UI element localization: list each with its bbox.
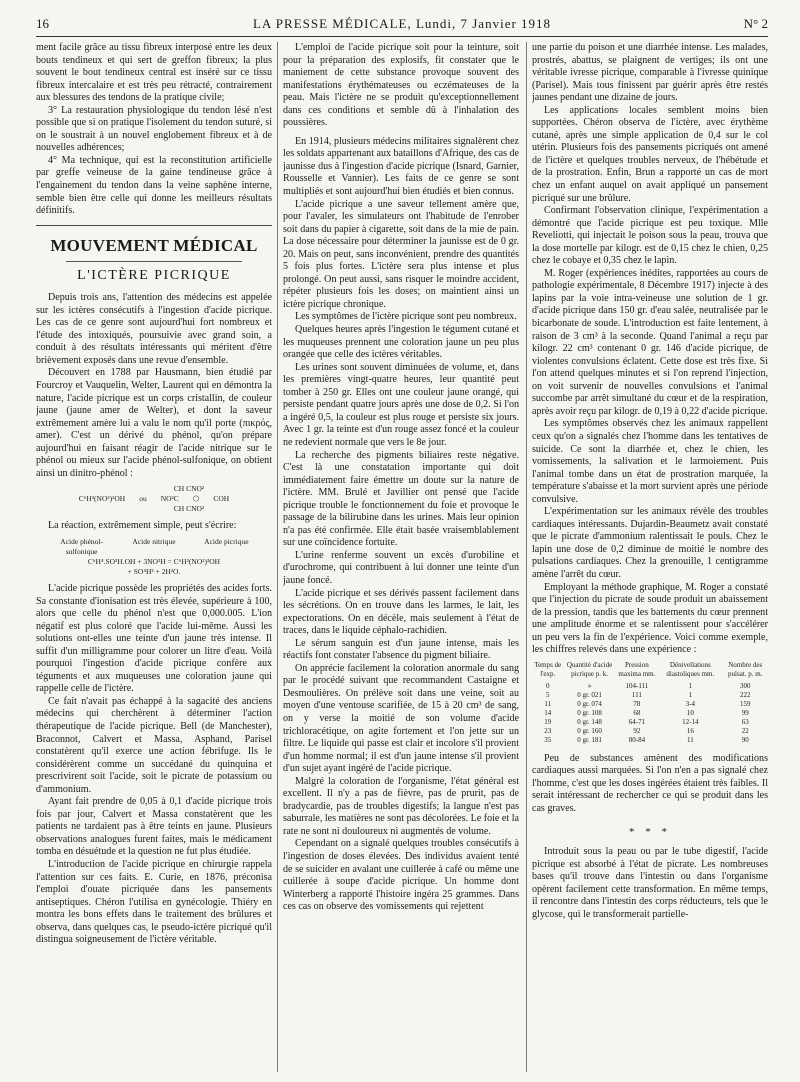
chemical-reaction (36, 537, 272, 577)
column-2 (283, 42, 519, 1076)
paragraph: Introduit sous la peau ou par le tube digestif, l'acide picrique est absorbé à l'état de picrate. Les nombreuses bases qu'il trouve dans l'intestin ou dans l'organisme opèrent facilement cette transformation. En même temps, il rencontre dans l'intestin des corps réducteurs, tels que le glycose, qui le transformerait partielle- (532, 846, 768, 920)
table-cell: 92 (633, 726, 641, 735)
reactant-label: Acide phénol-sulfonique (60, 536, 103, 556)
paragraph: L'urine renferme souvent un excès d'urobiline et d'urochrome, qui contribuent à lui donner une teinte d'un jaune foncé. (283, 549, 519, 586)
table-cell: 68 (633, 708, 641, 717)
column-divider (277, 42, 278, 1072)
paragraph: Malgré la coloration de l'organisme, l'état général est excellent. Il n'y a pas de fièvre, pas de prurit, pas de bradycardie, pas de troubles digestifs; la langue n'est pas saburrale, les matières ne sont pas décolorées. Le foie et la rate ne sont ni douloureux ni augmentés de volume. (283, 775, 519, 837)
paragraph: Découvert en 1788 par Hausmann, bien étudié par Fourcroy et Vauquelin, Welter, Laurent qui en démontra la nature, l'acide picrique est un corps cristallin, de couleur jaune (jaune amer de Welter), et dont la saveur extrêmement amère lui a valu le nom qu'il porte (πικρός, amer). C'est un dérivé du phénol, qu'on prépare aujourd'hui en faisant réagir de l'acide nitrique sur le phénol ou mieux sur l'acide phénol-sulfonique, on obtient ainsi un dinitro-phénol : (36, 367, 272, 479)
table-cell: 1 (688, 681, 693, 690)
heading-rule (66, 261, 242, 262)
paragraph: L'expérimentation sur les animaux révèle des troubles cardiaques intéressants. Dujardin-Beaumetz avait constaté que le picrate d'ammonium ralentissait le pouls. Chez le lapin une dose de 0,2 diminue de moitié le nombre des pulsations cardiaques. Chez la grenouille, 1 centigramme amène l'arrêt du cœur. (532, 506, 768, 580)
section-heading: MOUVEMENT MÉDICAL (50, 235, 258, 255)
table-header-row (532, 661, 768, 682)
table-cell: 23 (544, 726, 552, 735)
section-divider (36, 225, 272, 226)
product-label: Acide picrique (204, 536, 249, 546)
table-cell: 80-84 (628, 735, 646, 744)
page-header (36, 16, 768, 36)
section-break-asterisms: * * * (629, 825, 671, 838)
paragraph: Employant la méthode graphique, M. Roger a constaté que l'injection du picrate de soude produit un abaissement de la pression, tandis que les battements du cœur prennent une amplitude énorme et se ralentissent pour s'accélérer un peu vers la fin de l'expérience. Voici comme exemple, les chiffres relevés dans une expérience : (532, 581, 768, 656)
column-header: Dénivellations diastoliques mm. (666, 660, 715, 678)
table-cell: 300 (740, 681, 751, 690)
paragraph: Les symptômes observés chez les animaux rappellent ceux qu'on a signalés chez l'homme dans les tentatives de suicide. Ce sont la diarrhée et, chez le chien, les vomissements, la salivation et le larmoiement. Puis l'animal tombe dans un état de prostration marquée, la température s'abaisse et la mort survient après une période convulsive. (532, 418, 768, 505)
column-3 (532, 42, 768, 1076)
table-cell: 0 gr. 074 (577, 699, 602, 708)
paragraph: Confirmant l'observation clinique, l'expérimentation a démontré que l'acide picrique est peu toxique. Mlle Reveliotti, qui injectait le poison sous la peau, trouva que la dose mortelle par kilogr. est de 0,15 chez le chien, 0,25 chez le cobaye et 0,35 chez le lapin. (532, 205, 768, 267)
paragraph: La recherche des pigments biliaires reste négative. C'est là une constatation importante qui doit immédiatement faire émettre un doute sur la nature de l'ictère. MM. Brulé et Javillier ont pensé que l'acide picrique trouble le fonctionnement du foie et provoque le passage de la bilirubine dans les urines. Mais leur opinion n'a pas été confirmée. Elle était basée vraisemblablement sur une coïncidence fortuite. (283, 449, 519, 549)
table-row (532, 691, 768, 700)
column-header: Pression maxima mm. (618, 660, 656, 678)
column-header: Temps de l'exp. (534, 660, 562, 678)
table-cell: 0 gr. 181 (577, 735, 602, 744)
table-cell: 111 (631, 690, 642, 699)
chemical-formula-dinitrophenol (36, 484, 272, 514)
table-cell: 3-4 (685, 699, 696, 708)
table-cell: 78 (633, 699, 641, 708)
table-cell: 14 (544, 708, 552, 717)
column-header: Nombre des pulsat. p. m. (728, 660, 763, 678)
table-cell: » (587, 681, 592, 690)
benzene-ring-icon: ⬡ (192, 494, 200, 504)
table-row (532, 700, 768, 709)
column-header: Quantité d'acide picrique p. k. (566, 660, 613, 678)
paragraph: Les urines sont souvent diminuées de volume, et, dans les premières vingt-quatre heures, leur quantité peut tomber à 250 gr. Elles ont une couleur jaune orangé, qui persiste pendant quatre jours après une dose de 0,2. Si l'on a ingéré 0,5, la couleur est plus rouge et persiste six jours. Avec 1 gr. la teinte est d'un rouge assez foncé et la couleur ne redevient normale que vers le 8e jour. (283, 361, 519, 448)
formula-left: C⁶H³(NO²)²OH (78, 494, 126, 504)
table-cell: 64-71 (628, 717, 646, 726)
paragraph: Ce fait n'avait pas échappé à la sagacité des anciens médecins qui cherchèrent à déterminer l'action thérapeutique de l'acide picrique. Bell (de Manchester), Braconnot, Calvert et Massa, Asphand, Parisel constatèrent qu'il exerce une action fébrifuge. Ils le considérèrent comme un succédané du quinquina et prescrivirent soit l'acide, soit le picrate de potassium ou d'ammonium. (36, 695, 272, 795)
table-cell: 11 (544, 699, 552, 708)
paragraph: Quelques heures après l'ingestion le tégument cutané et les muqueuses prennent une coloration jaune un peu plus orangée que celle des ictères véritables. (283, 324, 519, 361)
experiment-table (532, 661, 768, 745)
paragraph: Cependant on a signalé quelques troubles consécutifs à l'ingestion de doses élevées. Des individus avaient tenté de se suicider en avalant une cuillerée à café ou même une cuillerée à soupe d'acide picrique. Un homme dont Winterberg a rapporté l'histoire ingéra 25 grammes. Dans ces cas on observe des vomissements qui rejettent (283, 838, 519, 913)
reactant-label: Acide nitrique (132, 536, 176, 546)
table-cell: 5 (546, 690, 550, 699)
paragraph: Depuis trois ans, l'attention des médecins est appelée sur les ictères consécutifs à l'ingestion d'acide picrique. Les cas de ce genre sont aujourd'hui fort nombreux et l'étude des intoxiqués, poursuivie avec grand soin, a conduit à des résultats intéressants qui méritent d'être brièvement exposés dans une revue d'ensemble. (36, 292, 272, 366)
paragraph: ment facile grâce au tissu fibreux interposé entre les deux bouts tendineux et qui sert de greffon fibreux; la plus souvent le bout tendineux central est inséré sur ce tissu fibreux intercalaire et est très peu rétracté, contrairement aux blessures des tendons de la pratique civile; (36, 42, 272, 104)
journal-title: LA PRESSE MÉDICALE, Lundi, 7 Janvier 1918 (252, 16, 552, 31)
table-cell: 222 (740, 690, 751, 699)
table-cell: 11 (686, 735, 694, 744)
formula-bottom: CH CNO² (173, 504, 205, 514)
paragraph: Les symptômes de l'ictère picrique sont peu nombreux. (295, 311, 517, 323)
table-row (532, 736, 768, 745)
paragraph: Ayant fait prendre de 0,05 à 0,1 d'acide picrique trois fois par jour, Calvert et Massa constatèrent que les patients ne tardaient pas à être teints en jaune. Plusieurs observations analogues furent faites, mais le médicament tomba en désuétude et la question ne fut plus étudiée. (36, 796, 272, 858)
table-row (532, 727, 768, 736)
formula-top: CH CNO² (173, 484, 205, 494)
table-cell: 0 gr. 021 (577, 690, 602, 699)
paragraph: Le sérum sanguin est d'un jaune intense, mais les réactifs font constater l'absence du pigment biliaire. (283, 637, 519, 662)
reaction-line: C⁶H⁴.SO³H.OH + 3NO³H = C⁶H²(NO²)³OH (87, 556, 221, 566)
table-cell: 1 (688, 690, 693, 699)
paragraph: 3° La restauration physiologique du tendon lésé n'est possible que si on pratique l'isolement du tendon suturé, si on le soustrait à un nouvel englobement fibreux et à de nouvelles adhérences; (36, 104, 272, 154)
table-cell: 99 (741, 708, 749, 717)
table-cell: 0 gr. 148 (577, 717, 602, 726)
paragraph: une partie du poison et une diarrhée intense. Les malades, prostrés, abattus, se plaignent de vertiges; ils ont une véritable ivresse picrique, comparable à l'ivresse quinique (Parisel). Mais tous finissent par guérir après être restés jaunes pendant une dizaine de jours. (532, 42, 768, 104)
page-number: 16 (36, 16, 49, 31)
formula-mid-right: COH (213, 494, 230, 504)
table-cell: 104-111 (625, 681, 649, 690)
paragraph: L'acide picrique possède les propriétés des acides forts. Sa constante d'ionisation est très élevée, supérieure à 100, alors que celle du phénol n'est que 0,000.005. L'ion négatif est plus coloré que l'acide lui-même. Aussi les solutions ont-elles une teinte d'un jaune très intense. Il suffit d'un milligramme pour colorer un litre d'eau. Voilà pourquoi l'ingestion d'acide picrique confère aux téguments et aux muqueuses une coloration jaune qui rappelle celle de l'ictère. (36, 582, 272, 695)
table-cell: 63 (741, 717, 749, 726)
paragraph: L'acide picrique a une saveur tellement amère que, pour l'avaler, les simulateurs ont l'habitude de l'enrober soit dans du papier à cigarette, soit dans de la mie de pain. La dose nécessaire pour déterminer la jaunisse est de 0 gr. 20. Mais on peut, sans inconvénient, prendre des quantités 5 fois plus fortes. L'ictère sera plus intense et plus prolongé. On peut aussi, sans risquer le moindre accident, répéter plusieurs fois les doses; on maintient ainsi un ictère picrique chronique. (283, 198, 519, 310)
table-cell: 16 (686, 726, 694, 735)
table-cell: 159 (740, 699, 751, 708)
paragraph: Les applications locales semblent moins bien supportées. Chéron observa de l'ictère, avec érythème cutané, après une simple application de 0,4 sur le col utérin. Plusieurs fois des pansements picriqués ont amené de l'ictère et quelques troubles nerveux, de l'hébétude et de la prostration. Enfin, Brun a rapporté un cas de mort chez un enfant auquel on avait appliqué un pansement picriqué sur une brûlure. (532, 104, 768, 204)
reaction-line: + SO⁴H² + 2H²O. (127, 566, 181, 576)
paragraph: En 1914, plusieurs médecins militaires signalèrent chez les soldats appartenant aux bataillons d'Afrique, des cas de jaunisse dus à l'ingestion d'acide picrique (Isnard, Garnier, Rousselle et Vannier). Les faits de ce genre se sont multipliés et sont aujourd'hui bien étudiés et bien connus. (283, 135, 519, 198)
table-cell: 19 (544, 717, 552, 726)
table-cell: 0 gr. 108 (577, 708, 602, 717)
column-1 (36, 42, 272, 1076)
paragraph: L'acide picrique et ses dérivés passent facilement dans les sécrétions. On en trouve dans les larmes, le lait, les expectorations. On en décèle, mais seulement à l'état de traces, dans le liquide céphalo-rachidien. (283, 587, 519, 637)
table-cell: 0 (546, 681, 550, 690)
issue-number: N° 2 (743, 16, 768, 31)
paragraph: M. Roger (expériences inédites, rapportées au cours de pathologie expérimentale, 8 Décembre 1917) injecte à des lapins par la voie intra-veineuse une solution de 1 gr. d'acide picrique dans 150 gr. d'eau salée, neutralisée par le bicarbonate de soude. L'introduction est faite lentement, à raison de 3 cm³ à la seconde. Quand l'animal a reçu par kilogr. 22 cm³ contenant 0 gr. 146 d'acide picrique, de violentes convulsions éclatent. Cette dose est très fixe. Si l'on attend quelques minutes et si l'on reprend l'injection, on voit survenir de nouvelles convulsions et l'animal succombe par arrêt simultané du cœur et de la respiration, après avoir reçu par kilogr. de 0,19 à 0,22 d'acide picrique. (532, 267, 768, 417)
table-row (532, 682, 768, 691)
table-cell: 35 (544, 735, 552, 744)
formula-or: ou (139, 494, 147, 504)
article-title: L'ICTÈRE PICRIQUE (77, 267, 231, 283)
table-row (532, 709, 768, 718)
paragraph: L'emploi de l'acide picrique soit pour la teinture, soit pour la préparation des explosifs, fit constater que le maniement de cette substance provoque souvent des manifestations érythémateuses ou eczémateuses de la peau. Mais l'ictère ne se produit qu'exceptionnellement dans ces conditions et semble dû à l'inhalation des poussières. (283, 42, 519, 129)
table-cell: 10 (686, 708, 694, 717)
table-cell: 12-14 (682, 717, 699, 726)
formula-mid-left: NO²C (160, 494, 179, 504)
paragraph: Peu de substances amènent des modifications cardiaques aussi marquées. Si l'on n'en a pas signalé chez l'homme, c'est que les doses ingérées étaient très faibles. Il serait intéressant de rechercher ce qui se produit dans les cas graves. (532, 752, 768, 814)
table-cell: 0 gr. 160 (577, 726, 602, 735)
paragraph: 4° Ma technique, qui est la reconstitution artificielle par greffe veineuse de la gaine tendineuse grâce à l'engainement du tendon dans la veine saphène interne, semble bien être celle qui donne les meilleurs résultats définitifs. (36, 154, 272, 217)
header-rule (36, 36, 768, 37)
table-cell: 90 (741, 735, 749, 744)
paragraph: La réaction, extrêmement simple, peut s'écrire: (48, 520, 237, 532)
paragraph: L'introduction de l'acide picrique en chirurgie rappela l'attention sur ces faits. E. Curie, en 1876, préconisa l'emploi d'ouate picriquée dans les pansements antiseptiques. Chéron l'utilisa en gynécologie. Thiéry en montra les bons effets dans le traitement des brûlures et observa, dans quelques cas, le pseudo-ictère picriqué qu'il distingua soigneusement de l'ictère véritable. (36, 858, 272, 946)
paragraph: On apprécie facilement la coloration anormale du sang par le procédé suivant que recommandent Castaigne et Desmoulières. On prélève soit dans une veine, soit au moyen d'une ventouse scarifiée, de 15 à 20 cm³ de sang, on y verse la moitié de son volume d'acide trichloracétique, on agite fortement et l'on jette sur un filtre. Le liquide qui passe est clair et incolore s'il provient d'un homme normal; il est d'un jaune intense s'il provient d'un sujet ayant ingéré de l'acide picrique. (283, 662, 519, 775)
column-divider (526, 42, 527, 1072)
table-cell: 22 (741, 726, 749, 735)
table-row (532, 718, 768, 727)
